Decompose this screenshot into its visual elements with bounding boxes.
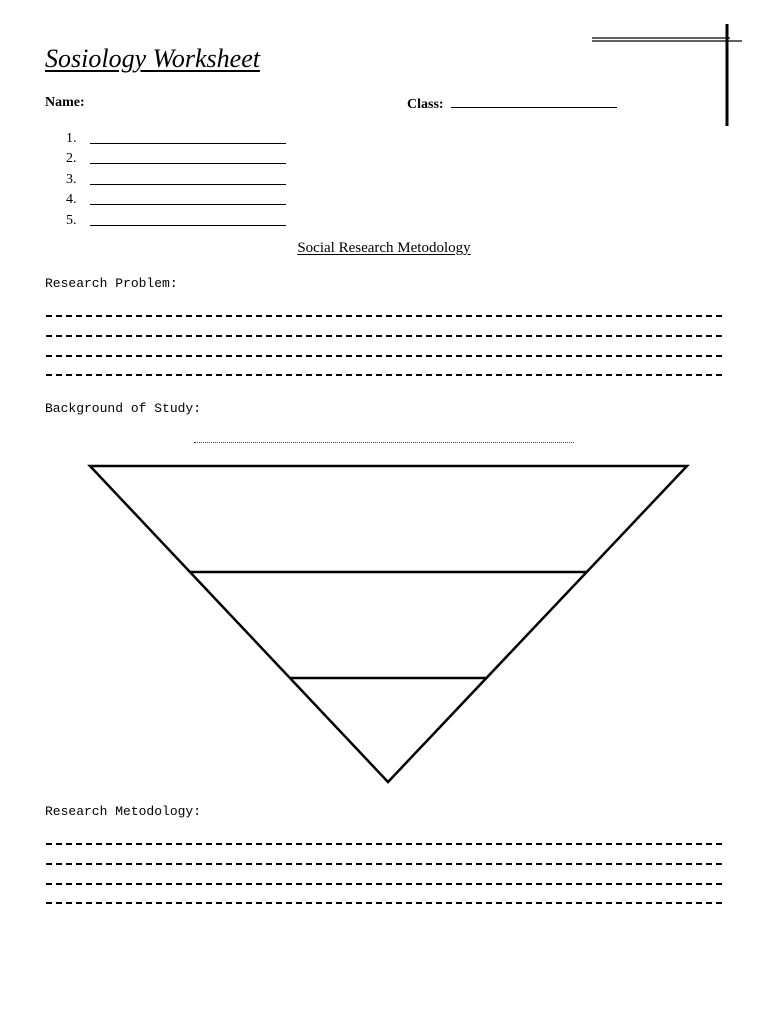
member-blank-line[interactable] <box>90 192 286 205</box>
background-label: Background of Study: <box>45 401 202 416</box>
methodology-label: Research Metodology: <box>45 804 202 819</box>
name-label: Name: <box>45 95 85 110</box>
section-title: Social Research Metodology <box>297 240 471 256</box>
list-item <box>66 147 286 168</box>
class-label: Class: <box>407 97 444 112</box>
list-item <box>66 208 286 229</box>
member-blank-line[interactable] <box>90 151 286 164</box>
pyramid-outline <box>90 466 687 782</box>
class-blank-line[interactable] <box>451 95 617 108</box>
answer-line[interactable] <box>46 335 722 337</box>
list-number: 4. <box>66 192 77 207</box>
member-blank-line[interactable] <box>90 172 286 185</box>
member-list <box>66 126 286 229</box>
list-item <box>66 126 286 147</box>
research-problem-label: Research Problem: <box>45 276 178 291</box>
worksheet-title: Sosiology Worksheet <box>45 44 260 73</box>
list-number: 5. <box>66 212 77 228</box>
answer-line[interactable] <box>46 315 722 317</box>
answer-line[interactable] <box>46 843 722 845</box>
inverted-pyramid-diagram <box>80 458 700 792</box>
corner-decoration <box>580 20 750 132</box>
member-blank-line[interactable] <box>90 213 286 226</box>
dotted-answer-line[interactable] <box>194 442 574 443</box>
answer-line[interactable] <box>46 863 722 865</box>
answer-line[interactable] <box>46 902 722 904</box>
answer-line[interactable] <box>46 883 722 885</box>
list-number: 3. <box>66 171 77 187</box>
member-blank-line[interactable] <box>90 131 286 144</box>
list-number: 1. <box>66 130 77 146</box>
class-field <box>407 95 617 113</box>
answer-line[interactable] <box>46 355 722 357</box>
list-number: 2. <box>66 151 77 166</box>
list-item <box>66 188 286 209</box>
list-item <box>66 167 286 188</box>
answer-line[interactable] <box>46 374 722 376</box>
